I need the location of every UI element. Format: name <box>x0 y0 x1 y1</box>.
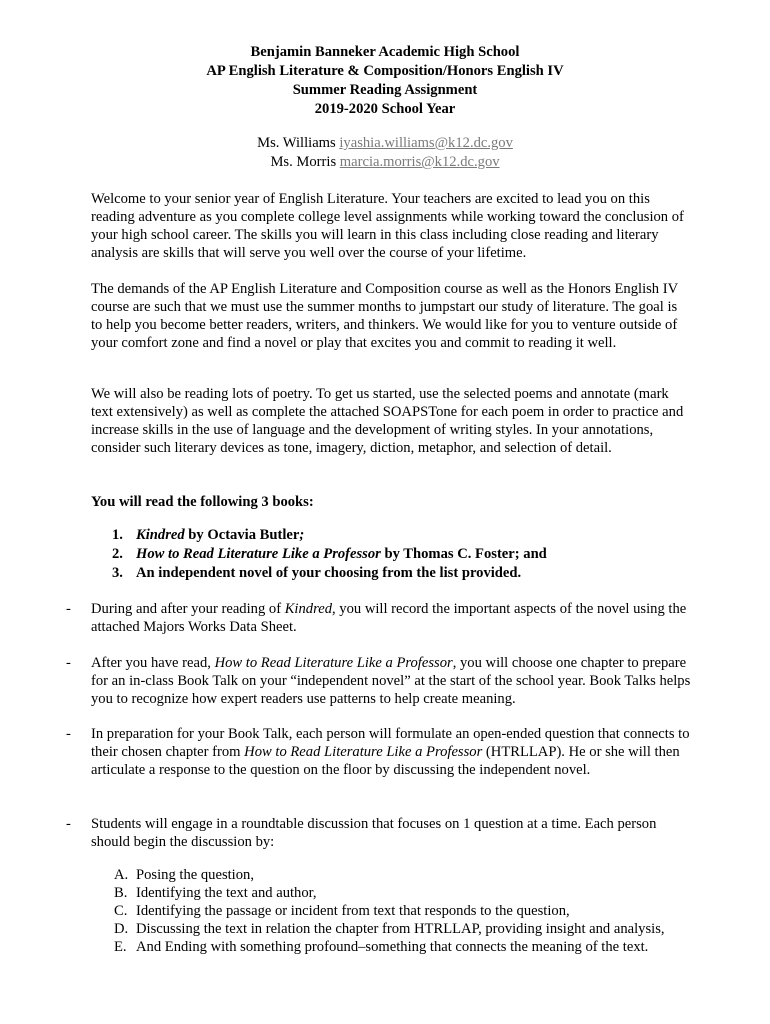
assignment-title: Summer Reading Assignment <box>292 82 478 98</box>
list-item: D. Discussing the text in relation the chapter from HTRLLAP, providing insight and analysis, <box>114 921 665 937</box>
book-list <box>112 526 547 583</box>
poetry-paragraph: We will also be reading lots of poetry. To get us started, use the selected poems and annotate (mark text extensively) as well as complete the attached SOAPSTone for each poem in order to practice and increase skills in the use of language and the development of writing styles. In your annotations, consider such literary devices as tone, imagery, diction, metaphor, and selection of detail. <box>91 386 684 456</box>
welcome-paragraph: Welcome to your senior year of English Literature. Your teachers are excited to lead you on this reading adventure as you complete college level assignments while working toward the conclusion of your high school career. The skills you will learn in this class including close reading and literary analysis are skills that will serve you well over the course of your lifetime. <box>91 191 684 261</box>
school-year: 2019-2020 School Year <box>314 101 456 117</box>
bullet-dash: - <box>66 726 71 742</box>
course-title: AP English Literature & Composition/Honors English IV <box>206 63 564 79</box>
teacher-name: Ms. Morris <box>270 154 337 170</box>
bullet-kindred: During and after your reading of Kindred, you will record the important aspects of the novel using the attached Majors Works Data Sheet. <box>91 601 687 635</box>
book-title: How to Read Literature Like a Professor <box>136 546 381 562</box>
list-item: A. Posing the question, <box>114 867 254 883</box>
bullet-dash: - <box>66 655 71 671</box>
demands-paragraph: The demands of the AP English Literature and Composition course as well as the Honors English IV course are such that we must use the summer months to jumpstart our study of literature. The goal is to help you become better readers, writers, and thinkers. We would like for you to venture outside of your comfort zone and find a novel or play that excites you and commit to reading it well. <box>91 281 678 351</box>
teacher-contacts <box>0 134 770 172</box>
list-item: 3. An independent novel of your choosing from the list provided. <box>112 565 522 581</box>
list-item: 1. Kindred by Octavia Butler; <box>112 527 305 543</box>
document-header <box>0 43 770 119</box>
bullet-dash: - <box>66 601 71 617</box>
list-item: E. And Ending with something profound–something that connects the meaning of the text. <box>114 939 649 955</box>
contact-williams <box>0 134 770 153</box>
book-title: Kindred <box>136 527 185 543</box>
discussion-steps <box>114 866 674 956</box>
list-item: C. Identifying the passage or incident from text that responds to the question, <box>114 903 570 919</box>
teacher-name: Ms. Williams <box>257 135 336 151</box>
contact-morris <box>0 153 770 172</box>
books-heading: You will read the following 3 books: <box>91 494 314 510</box>
school-name: Benjamin Banneker Academic High School <box>250 44 520 60</box>
bullet-book-talk: After you have read, How to Read Literature Like a Professor, you will choose one chapter to prepare for an in-class Book Talk on your “independent novel” at the start of the school year. Book Talks helps you to recognize how expert readers use patterns to help create meaning. <box>91 655 691 707</box>
list-item: 2. How to Read Literature Like a Professor by Thomas C. Foster; and <box>112 546 547 562</box>
bullet-dash: - <box>66 816 71 832</box>
email-link-williams[interactable]: iyashia.williams@k12.dc.gov <box>339 135 513 151</box>
bullet-preparation: In preparation for your Book Talk, each person will formulate an open-ended question that connects to their chosen chapter from How to Read Literature Like a Professor (HTRLLAP). He or she will then articulate a response to the question on the floor by discussing the independent novel. <box>91 726 690 778</box>
email-link-morris[interactable]: marcia.morris@k12.dc.gov <box>339 154 500 170</box>
list-item: B. Identifying the text and author, <box>114 885 317 901</box>
bullet-roundtable: Students will engage in a roundtable discussion that focuses on 1 question at a time. Each person should begin the discussion by: <box>91 816 657 850</box>
